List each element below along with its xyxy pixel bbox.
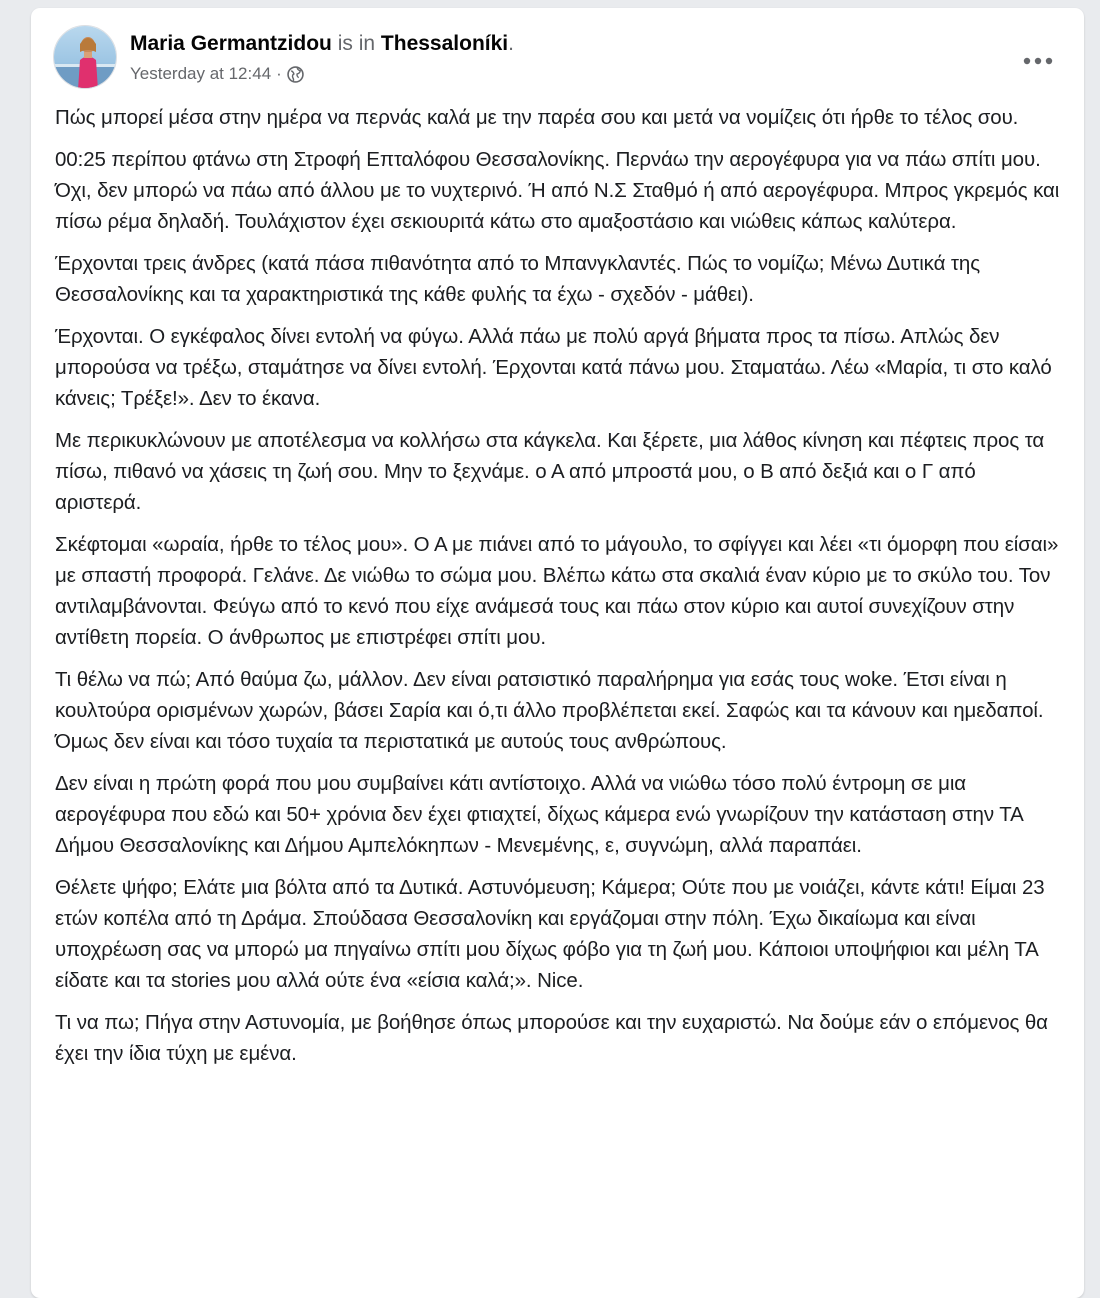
location-connector: is in	[337, 32, 376, 55]
profile-photo	[54, 26, 117, 89]
author-name-link[interactable]: Maria Germantzidou	[130, 32, 332, 55]
post-paragraph: 00:25 περίπου φτάνω στη Στροφή Επταλόφου Θεσσαλονίκης. Περνάω την αερογέφυρα για να πάω σπίτι μου. Όχι, δεν μπορώ να πάω από άλλου με το νυχτερινό. Ή από Ν.Σ Σταθμό ή από αερογέφυρα. Μπρος γκρεμός και πίσω ρέμα δηλαδή. Τουλάχιστον έχει σεκιουριτά κάτω στο αμαξοστάσιο και νιώθεις κάπως καλύτερα.	[55, 148, 1060, 233]
post-paragraph: Με περικυκλώνουν με αποτέλεσμα να κολλήσω στα κάγκελα. Και ξέρετε, μια λάθος κίνηση και πέφτεις προς τα πίσω, πιθανό να χάσεις τη ζωή σου. Μην το ξεχνάμε. ο Α από μπροστά μου, ο Β από δεξιά και ο Γ από αριστερά.	[55, 429, 1045, 514]
location-link[interactable]: Thessaloníki	[380, 32, 509, 55]
meta-separator: ·	[276, 64, 282, 83]
author-line	[130, 31, 514, 57]
avatar[interactable]	[53, 25, 117, 89]
post-header	[53, 25, 1062, 93]
post-card	[31, 8, 1084, 1298]
post-timestamp-link[interactable]: Yesterday at 12:44	[130, 64, 272, 83]
globe-icon	[287, 66, 304, 83]
post-text	[55, 102, 1065, 1080]
post-paragraph: Έρχονται. Ο εγκέφαλος δίνει εντολή να φύγω. Αλλά πάω με πολύ αργά βήματα προς τα πίσω. Απλώς δεν μπορούσα να τρέξω, σταμάτησε να δίνει εντολή. Έρχονται κατά πάνω μου. Σταματάω. Λέω «Μαρία, τι στο καλό κάνεις; Τρέξε!». Δεν το έκανα.	[55, 325, 1052, 410]
post-paragraph: Τι να πω; Πήγα στην Αστυνομία, με βοήθησε όπως μπορούσε και την ευχαριστώ. Να δούμε εάν ο επόμενος θα έχει την ίδια τύχη με εμένα.	[55, 1011, 1048, 1065]
author-line-period: .	[508, 32, 514, 55]
post-paragraph: Τι θέλω να πώ; Από θαύμα ζω, μάλλον. Δεν είναι ρατσιστικό παραλήρημα για εσάς τους woke. Έτσι είναι η κουλτούρα ορισμένων χωρών, βάσει Σαρία και ό,τι άλλο προβλέπεται εκεί. Σαφώς και τα κάνουν και ημεδαποί. Όμως δεν είναι και τόσο τυχαία τα περιστατικά με αυτούς τους ανθρώπους.	[55, 668, 1044, 753]
post-paragraph: Έρχονται τρεις άνδρες (κατά πάσα πιθανότητα από το Μπανγκλαντές. Πώς το νομίζω; Μένω Δυτικά της Θεσσαλονίκης και τα χαρακτηριστικά της κάθε φυλής τα έχω - σχεδόν - μάθει).	[55, 252, 980, 306]
post-paragraph: Πώς μπορεί μέσα στην ημέρα να περνάς καλά με την παρέα σου και μετά να νομίζεις ότι ήρθε το τέλος σου.	[55, 106, 1019, 129]
more-options-button[interactable]	[1018, 41, 1058, 81]
post-paragraph: Δεν είναι η πρώτη φορά που μου συμβαίνει κάτι αντίστοιχο. Αλλά να νιώθω τόσο πολύ έντρομη σε μια αερογέφυρα που εδώ και 50+ χρόνια δεν έχει φτιαχτεί, δίχως κάμερα ενώ γνωρίζουν την κατάσταση στην ΤΑ Δήμου Θεσσαλονίκης και Δήμου Αμπελόκηπων - Μενεμένης, ε, συγνώμη, αλλά παραπάει.	[55, 772, 1023, 857]
post-paragraph: Θέλετε ψήφο; Ελάτε μια βόλτα από τα Δυτικά. Αστυνόμευση; Κάμερα; Ούτε που με νοιάζει, κάντε κάτι! Είμαι 23 ετών κοπέλα από τη Δράμα. Σπούδασα Θεσσαλονίκη και εργάζομαι στην πόλη. Έχω δικαίωμα και είναι υποχρέωση σας να μπορώ μα πηγαίνω σπίτι μου δίχως φόβο για τη ζωή μου. Κάποιοι υποψήφιοι και μέλη ΤΑ είδατε και τα stories μου αλλά ούτε ένα «είσια καλά;». Nice.	[55, 876, 1045, 992]
post-paragraph: Σκέφτομαι «ωραία, ήρθε το τέλος μου». Ο Α με πιάνει από το μάγουλο, το σφίγγει και λέει «τι όμορφη που είσαι» με σπαστή προφορά. Γελάνε. Δε νιώθω το σώμα μου. Βλέπω κάτω στα σκαλιά έναν κύριο με το σκύλο του. Τον αντιλαμβάνονται. Φεύγω από το κενό που είχε ανάμεσά τους και πάω στον κύριο και αυτοί συνεχίζουν στην αντίθετη πορεία. Ο άνθρωπος με επιστρέφει σπίτι μου.	[55, 533, 1059, 649]
more-options-icon	[1022, 56, 1054, 66]
post-meta	[130, 63, 304, 85]
